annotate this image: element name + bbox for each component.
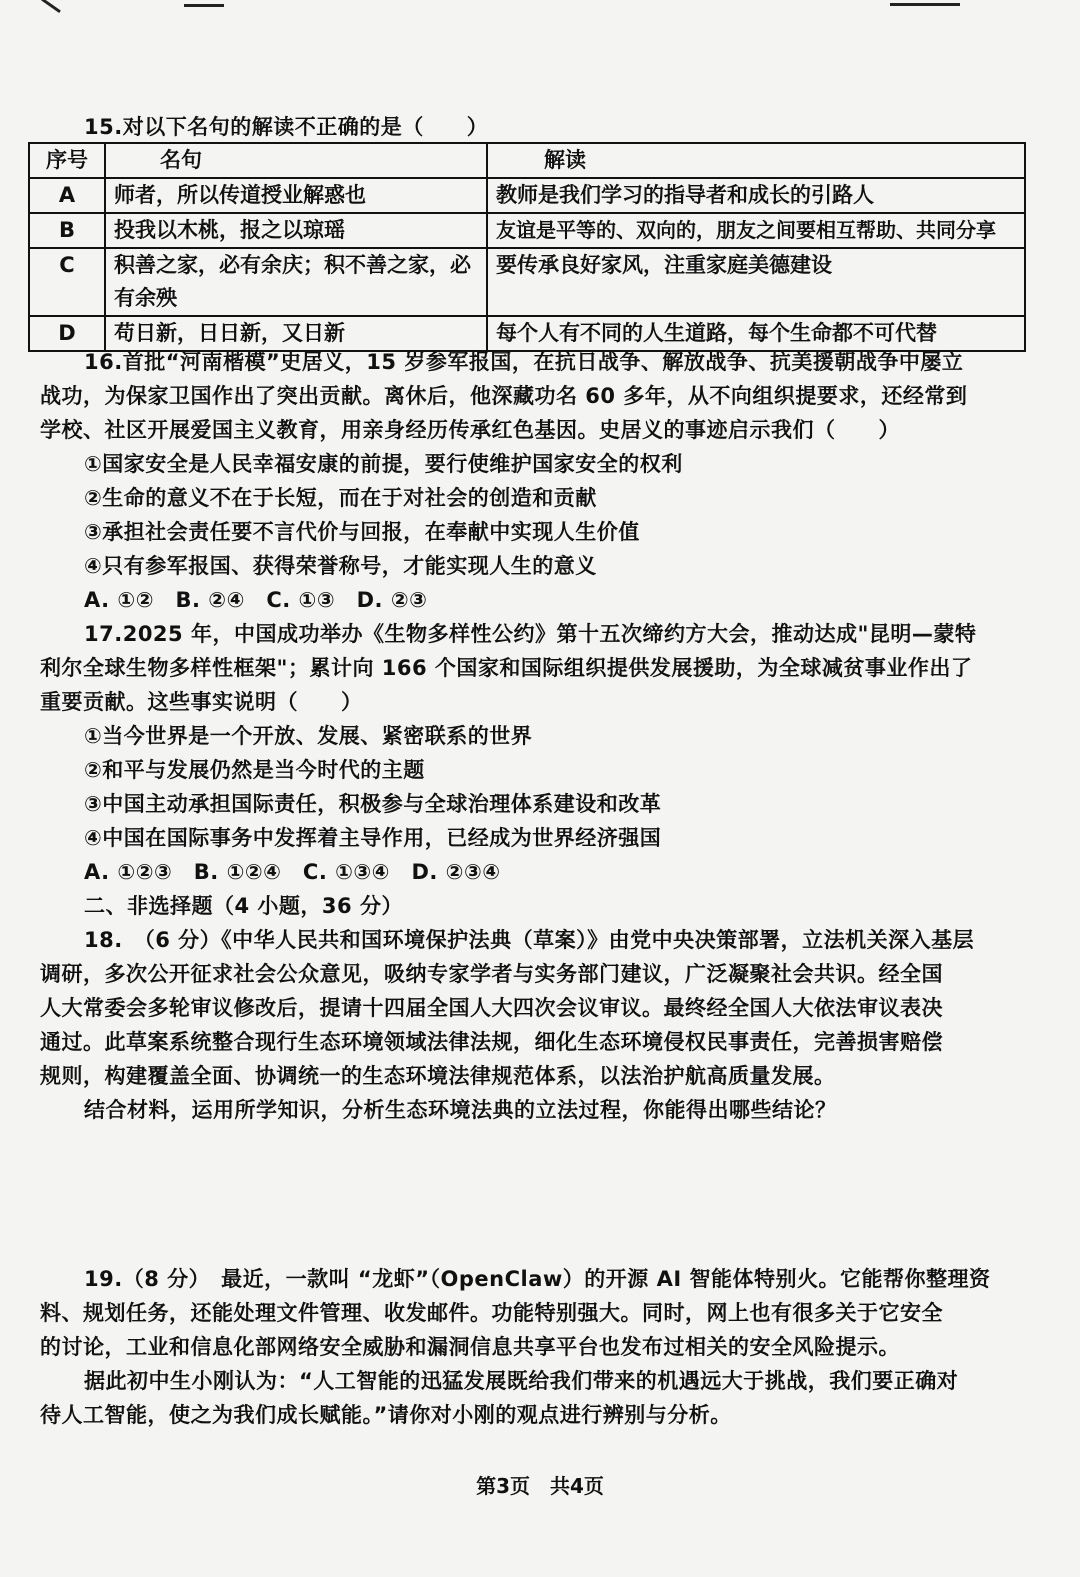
q17-line: 17.2025 年，中国成功举办《生物多样性公约》第十五次缔约方大会，推动达成"昆明—蒙特	[84, 622, 977, 646]
row-label: D	[29, 316, 105, 351]
table-row	[29, 248, 1025, 316]
q19-line: 据此初中生小刚认为：“人工智能的迅猛发展既给我们带来的机遇远大于挑战，我们要正确对	[84, 1369, 959, 1393]
q16-option: ①国家安全是人民幸福安康的前提，要行使维护国家安全的权利	[84, 452, 683, 476]
q16-line: 学校、社区开展爱国主义教育，用亲身经历传承红色基因。史居义的事迹启示我们（ ）	[40, 418, 900, 442]
row-label: B	[29, 213, 105, 248]
row-interpretation: 每个人有不同的人生道路，每个生命都不可代替	[487, 316, 1025, 351]
row-interpretation: 友谊是平等的、双向的，朋友之间要相互帮助、共同分享	[487, 213, 1025, 248]
q16-option: ④只有参军报国、获得荣誉称号，才能实现人生的意义	[84, 554, 597, 578]
q17-option: ③中国主动承担国际责任，积极参与全球治理体系建设和改革	[84, 792, 662, 816]
q18-line: 调研，多次公开征求社会公众意见，吸纳专家学者与实务部门建议，广泛凝聚社会共识。经全国	[40, 962, 943, 986]
header-interpretation: 解读	[487, 143, 1025, 178]
q18-line: 规则，构建覆盖全面、协调统一的生态环境法律规范体系，以法治护航高质量发展。	[40, 1064, 836, 1088]
section-heading: 二、非选择题（4 小题，36 分）	[84, 894, 403, 918]
q16-option: ②生命的意义不在于长短，而在于对社会的创造和贡献	[84, 486, 597, 510]
q17-line: 重要贡献。这些事实说明（ ）	[40, 690, 363, 714]
q18-prompt: 结合材料，运用所学知识，分析生态环境法典的立法过程，你能得出哪些结论？	[84, 1098, 837, 1122]
row-quote: 师者，所以传道授业解惑也	[105, 178, 487, 213]
table-header-row	[29, 143, 1025, 178]
row-quote: 投我以木桃，报之以琼瑶	[105, 213, 487, 248]
q17-option: ①当今世界是一个开放、发展、紧密联系的世界	[84, 724, 533, 748]
q15-stem: 15.对以下名句的解读不正确的是（ ）	[84, 115, 489, 139]
page-number: 第3页 共4页	[476, 1474, 604, 1498]
row-label: A	[29, 178, 105, 213]
header-number: 序号	[29, 143, 105, 178]
row-interpretation: 教师是我们学习的指导者和成长的引路人	[487, 178, 1025, 213]
q17-choices: A. ①②③ B. ①②④ C. ①③④ D. ②③④	[84, 860, 501, 884]
q18-line: 通过。此草案系统整合现行生态环境领域法律法规，细化生态环境侵权民事责任，完善损害赔偿	[40, 1030, 943, 1054]
q17-line: 利尔全球生物多样性框架"；累计向 166 个国家和国际组织提供发展援助，为全球减贫事业作出了	[40, 656, 973, 680]
table-row	[29, 178, 1025, 213]
q17-option: ④中国在国际事务中发挥着主导作用，已经成为世界经济强国	[84, 826, 662, 850]
q19-line: 19.（8 分） 最近，一款叫 “龙虾”（OpenClaw）的开源 AI 智能体特别火。它能帮你整理资	[84, 1267, 991, 1291]
table-row	[29, 213, 1025, 248]
q19-line: 的讨论，工业和信息化部网络安全威胁和漏洞信息共享平台也发布过相关的安全风险提示。	[40, 1335, 900, 1359]
q16-option: ③承担社会责任要不言代价与回报，在奉献中实现人生价值	[84, 520, 640, 544]
q16-line: 战功，为保家卫国作出了突出贡献。离休后，他深藏功名 60 多年，从不向组织提要求，还经常到	[40, 384, 968, 408]
header-quote: 名句	[105, 143, 487, 178]
row-interpretation: 要传承良好家风，注重家庭美德建设	[487, 248, 1025, 316]
row-quote: 苟日新，日日新，又日新	[105, 316, 487, 351]
q18-line: 人大常委会多轮审议修改后，提请十四届全国人大四次会议审议。最终经全国人大依法审议表决	[40, 996, 943, 1020]
q16-line: 16.首批“河南楷模”史居义，15 岁参军报国，在抗日战争、解放战争、抗美援朝战争中屡立	[84, 350, 964, 374]
q19-line: 料、规划任务，还能处理文件管理、收发邮件。功能特别强大。同时，网上也有很多关于它安全	[40, 1301, 943, 1325]
q19-line: 待人工智能，使之为我们成长赋能。”请你对小刚的观点进行辨别与分析。	[40, 1403, 732, 1427]
q15-table	[28, 142, 1026, 352]
row-label: C	[29, 248, 105, 316]
q18-line: 18. （6 分）《中华人民共和国环境保护法典（草案）》由党中央决策部署，立法机关深入基层	[84, 928, 975, 952]
q16-choices: A. ①② B. ②④ C. ①③ D. ②③	[84, 588, 428, 612]
row-quote: 积善之家，必有余庆；积不善之家，必有余殃	[105, 248, 487, 316]
q17-option: ②和平与发展仍然是当今时代的主题	[84, 758, 425, 782]
